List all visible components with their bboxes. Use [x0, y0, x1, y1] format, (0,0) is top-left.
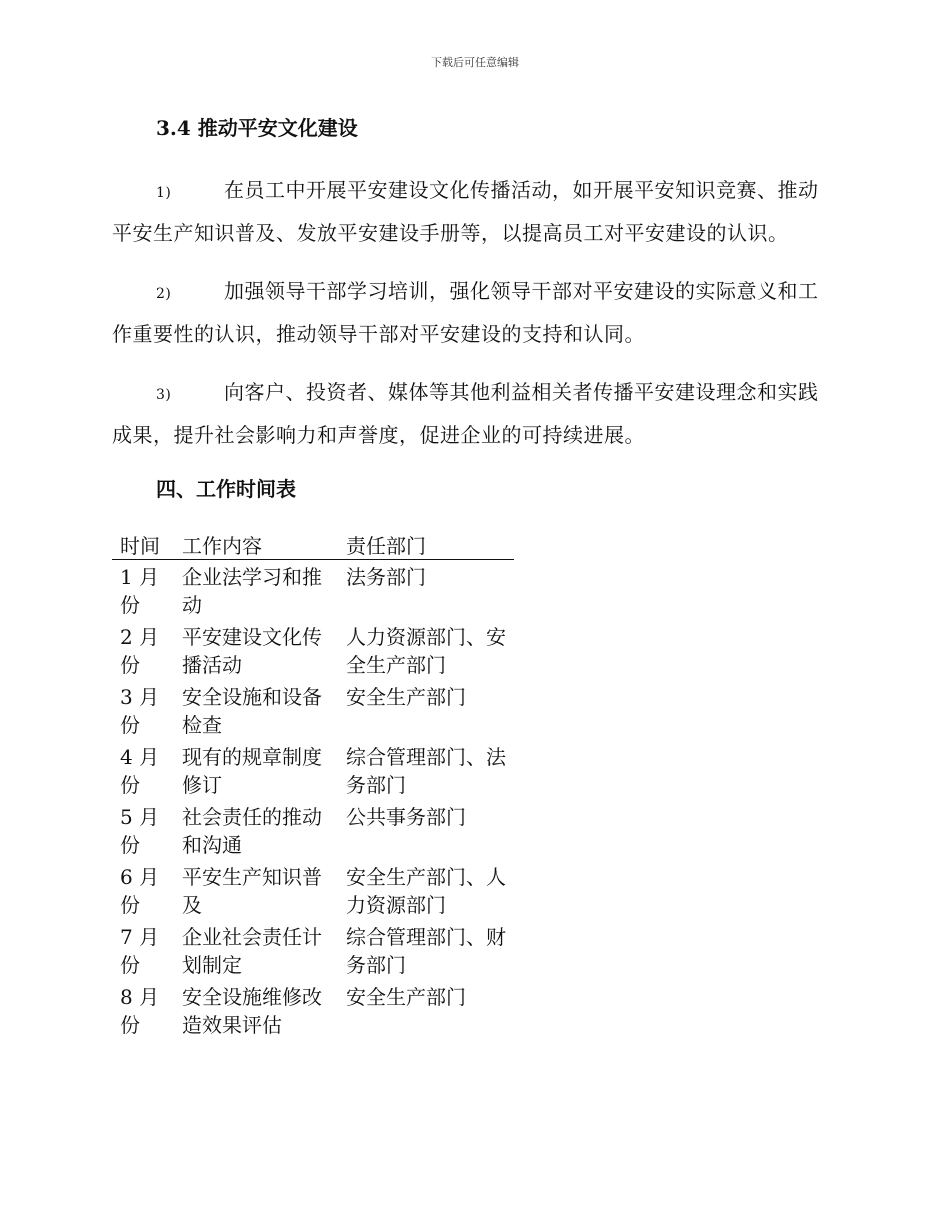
cell-time: 1 月份 [120, 565, 160, 617]
cell-department: 安全生产部门 [346, 985, 466, 1009]
list-item [112, 170, 836, 253]
section-heading: 3.4 推动平安文化建设 [156, 116, 358, 140]
table-row [112, 680, 514, 740]
cell-time: 8 月份 [120, 985, 160, 1037]
cell-department: 法务部门 [346, 565, 426, 589]
list-item-text: 向客户、投资者、媒体等其他利益相关者传播平安建设理念和实践成果，提升社会影响力和声誉度，促进企业的可持续进展。 [112, 380, 819, 447]
column-header-department: 责任部门 [338, 527, 514, 560]
table-row [112, 740, 514, 800]
cell-time: 3 月份 [120, 685, 160, 737]
cell-content: 平安建设文化传播活动 [182, 625, 322, 677]
cell-content: 平安生产知识普及 [182, 865, 322, 917]
cell-department: 安全生产部门、人力资源部门 [346, 865, 506, 917]
page-header: 下载后可任意编辑 [431, 56, 519, 69]
cell-time: 6 月份 [120, 865, 160, 917]
cell-department: 公共事务部门 [346, 805, 466, 829]
table-header-row [112, 527, 514, 560]
table-row [112, 860, 514, 920]
cell-time: 2 月份 [120, 625, 160, 677]
section-heading: 四、工作时间表 [156, 477, 296, 501]
list-item [112, 271, 836, 354]
column-header-time: 时间 [112, 527, 174, 560]
cell-content: 现有的规章制度修订 [182, 745, 322, 797]
cell-time: 7 月份 [120, 925, 160, 977]
table-row [112, 560, 514, 621]
cell-department: 人力资源部门、安全生产部门 [346, 625, 506, 677]
cell-department: 综合管理部门、法务部门 [346, 745, 506, 797]
cell-content: 企业社会责任计划制定 [182, 925, 322, 977]
cell-department: 综合管理部门、财务部门 [346, 925, 506, 977]
cell-content: 社会责任的推动和沟通 [182, 805, 322, 857]
list-item [112, 372, 836, 455]
table-row [112, 800, 514, 860]
cell-content: 企业法学习和推动 [182, 565, 322, 617]
table-row [112, 980, 514, 1040]
column-header-content: 工作内容 [174, 527, 338, 560]
list-item-text: 加强领导干部学习培训，强化领导干部对平安建设的实际意义和工作重要性的认识，推动领导干部对平安建设的支持和认同。 [112, 279, 819, 346]
list-item-text: 在员工中开展平安建设文化传播活动，如开展平安知识竞赛、推动平安生产知识普及、发放平安建设手册等，以提高员工对平安建设的认识。 [112, 178, 819, 245]
table-row [112, 920, 514, 980]
cell-time: 4 月份 [120, 745, 160, 797]
table-row [112, 620, 514, 680]
document-body [112, 112, 836, 1040]
schedule-table [112, 527, 514, 1040]
cell-department: 安全生产部门 [346, 685, 466, 709]
list-item-number: 2) [156, 286, 172, 302]
cell-content: 安全设施和设备检查 [182, 685, 322, 737]
list-item-number: 1) [156, 185, 172, 201]
cell-content: 安全设施维修改造效果评估 [182, 985, 322, 1037]
list-item-number: 3) [156, 387, 172, 403]
cell-time: 5 月份 [120, 805, 160, 857]
